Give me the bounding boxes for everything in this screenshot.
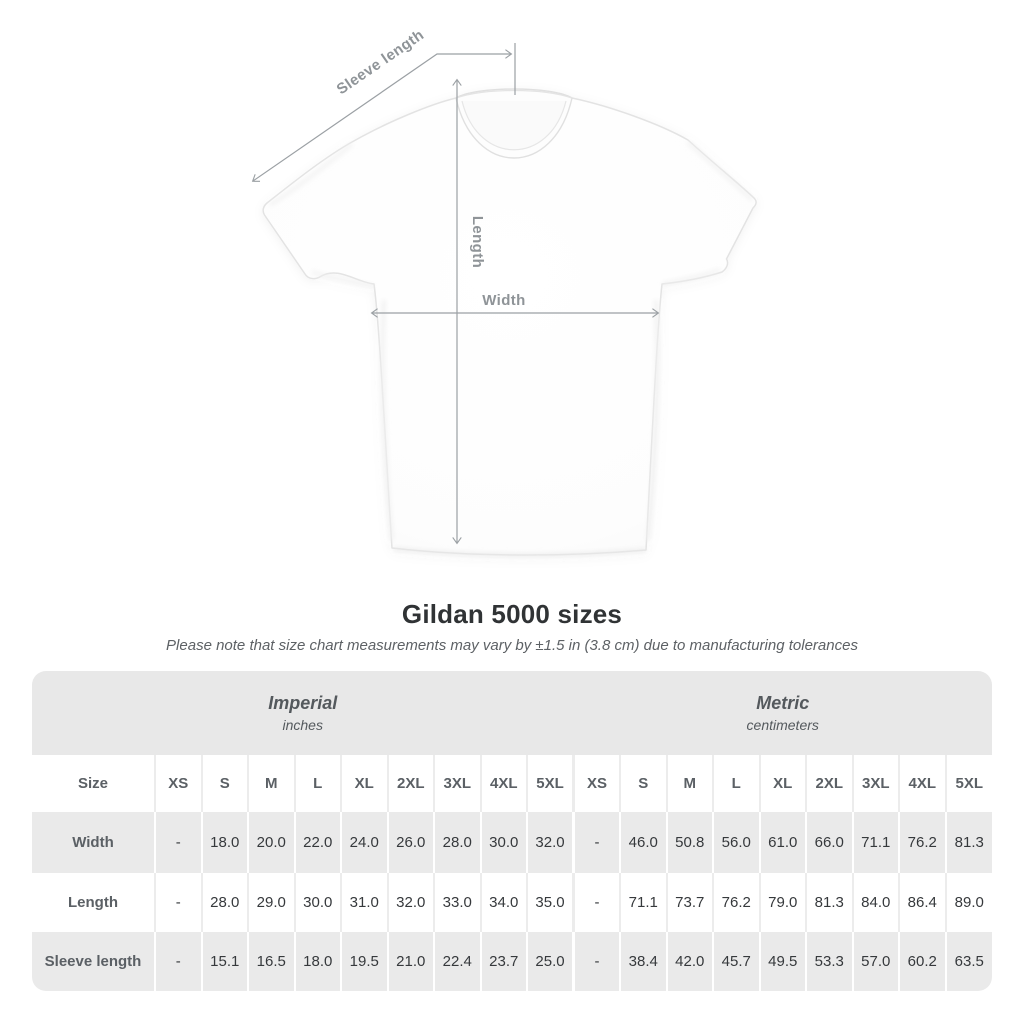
cell-sleeve-length-imperial-l: 18.0 (295, 932, 342, 991)
cell-length-imperial-l: 30.0 (295, 873, 342, 932)
cell-length-metric-3xl: 84.0 (853, 873, 900, 932)
size-table-panel (32, 671, 992, 991)
cell-sleeve-length-imperial-xs: - (155, 932, 202, 991)
cell-length-imperial-m: 29.0 (248, 873, 295, 932)
column-header-imperial-xl: XL (341, 755, 388, 812)
page-title: Gildan 5000 sizes (401, 599, 623, 629)
cell-length-imperial-4xl: 34.0 (481, 873, 528, 932)
cell-length-metric-xl: 79.0 (760, 873, 807, 932)
cell-sleeve-length-metric-4xl: 60.2 (899, 932, 946, 991)
cell-width-metric-2xl: 66.0 (806, 812, 853, 873)
column-header-imperial-2xl: 2XL (388, 755, 435, 812)
column-header-metric-m: M (667, 755, 714, 812)
cell-length-metric-s: 71.1 (620, 873, 667, 932)
cell-width-imperial-xs: - (155, 812, 202, 873)
table-row-sleeve-length (32, 932, 992, 991)
cell-width-metric-xl: 61.0 (760, 812, 807, 873)
cell-sleeve-length-metric-m: 42.0 (667, 932, 714, 991)
cell-length-imperial-2xl: 32.0 (388, 873, 435, 932)
cell-length-imperial-xs: - (155, 873, 202, 932)
cell-length-metric-4xl: 86.4 (899, 873, 946, 932)
column-header-metric-5xl: 5XL (946, 755, 993, 812)
imperial-unit-header (32, 671, 573, 755)
cell-width-metric-5xl: 81.3 (946, 812, 993, 873)
cell-sleeve-length-imperial-xl: 19.5 (341, 932, 388, 991)
metric-unit-header (573, 671, 992, 755)
unit-header-band (32, 671, 992, 755)
imperial-sublabel: inches (282, 717, 323, 733)
cell-sleeve-length-metric-l: 45.7 (713, 932, 760, 991)
cell-width-imperial-5xl: 32.0 (527, 812, 574, 873)
column-header-metric-l: L (713, 755, 760, 812)
cell-width-metric-s: 46.0 (620, 812, 667, 873)
page-subtitle: Please note that size chart measurements may vary by ±1.5 in (3.8 cm) due to manufacturing tolerances (166, 637, 858, 654)
column-header-imperial-xs: XS (155, 755, 202, 812)
size-table (32, 755, 992, 991)
cell-sleeve-length-imperial-s: 15.1 (202, 932, 249, 991)
cell-width-imperial-xl: 24.0 (341, 812, 388, 873)
column-header-imperial-l: L (295, 755, 342, 812)
imperial-label: Imperial (268, 693, 338, 713)
column-header-imperial-s: S (202, 755, 249, 812)
cell-length-metric-5xl: 89.0 (946, 873, 993, 932)
cell-width-metric-3xl: 71.1 (853, 812, 900, 873)
cell-sleeve-length-imperial-5xl: 25.0 (527, 932, 574, 991)
row-label: Length (32, 873, 155, 932)
cell-width-imperial-s: 18.0 (202, 812, 249, 873)
cell-width-metric-m: 50.8 (667, 812, 714, 873)
column-header-metric-s: S (620, 755, 667, 812)
column-header-imperial-5xl: 5XL (527, 755, 574, 812)
cell-sleeve-length-metric-3xl: 57.0 (853, 932, 900, 991)
cell-length-metric-m: 73.7 (667, 873, 714, 932)
column-header-metric-3xl: 3XL (853, 755, 900, 812)
cell-width-imperial-3xl: 28.0 (434, 812, 481, 873)
column-header-metric-4xl: 4XL (899, 755, 946, 812)
cell-length-metric-xs: - (574, 873, 621, 932)
column-header-metric-xl: XL (760, 755, 807, 812)
cell-width-metric-xs: - (574, 812, 621, 873)
cell-length-metric-l: 76.2 (713, 873, 760, 932)
table-row-width (32, 812, 992, 873)
cell-width-metric-l: 56.0 (713, 812, 760, 873)
cell-length-imperial-xl: 31.0 (341, 873, 388, 932)
table-row-length (32, 873, 992, 932)
column-header-metric-2xl: 2XL (806, 755, 853, 812)
cell-sleeve-length-imperial-m: 16.5 (248, 932, 295, 991)
tshirt-illustration (263, 89, 756, 555)
cell-width-imperial-m: 20.0 (248, 812, 295, 873)
metric-label: Metric (756, 693, 810, 713)
cell-length-imperial-5xl: 35.0 (527, 873, 574, 932)
column-header-metric-xs: XS (574, 755, 621, 812)
cell-sleeve-length-metric-5xl: 63.5 (946, 932, 993, 991)
cell-width-imperial-2xl: 26.0 (388, 812, 435, 873)
cell-width-metric-4xl: 76.2 (899, 812, 946, 873)
row-label: Width (32, 812, 155, 873)
cell-sleeve-length-imperial-3xl: 22.4 (434, 932, 481, 991)
size-column-header: Size (32, 755, 155, 812)
size-table-body (32, 812, 992, 991)
column-header-imperial-4xl: 4XL (481, 755, 528, 812)
metric-sublabel: centimeters (746, 717, 819, 733)
column-header-imperial-m: M (248, 755, 295, 812)
cell-sleeve-length-metric-xs: - (574, 932, 621, 991)
cell-width-imperial-4xl: 30.0 (481, 812, 528, 873)
cell-sleeve-length-metric-xl: 49.5 (760, 932, 807, 991)
cell-sleeve-length-metric-2xl: 53.3 (806, 932, 853, 991)
cell-length-imperial-s: 28.0 (202, 873, 249, 932)
size-table-header-row (32, 755, 992, 812)
column-header-imperial-3xl: 3XL (434, 755, 481, 812)
cell-length-metric-2xl: 81.3 (806, 873, 853, 932)
cell-width-imperial-l: 22.0 (295, 812, 342, 873)
row-label: Sleeve length (32, 932, 155, 991)
cell-sleeve-length-metric-s: 38.4 (620, 932, 667, 991)
length-label: Length (469, 215, 486, 269)
sleeve-length-label: Sleeve length (333, 26, 428, 99)
cell-sleeve-length-imperial-4xl: 23.7 (481, 932, 528, 991)
width-label: Width (482, 292, 526, 309)
cell-sleeve-length-imperial-2xl: 21.0 (388, 932, 435, 991)
cell-length-imperial-3xl: 33.0 (434, 873, 481, 932)
